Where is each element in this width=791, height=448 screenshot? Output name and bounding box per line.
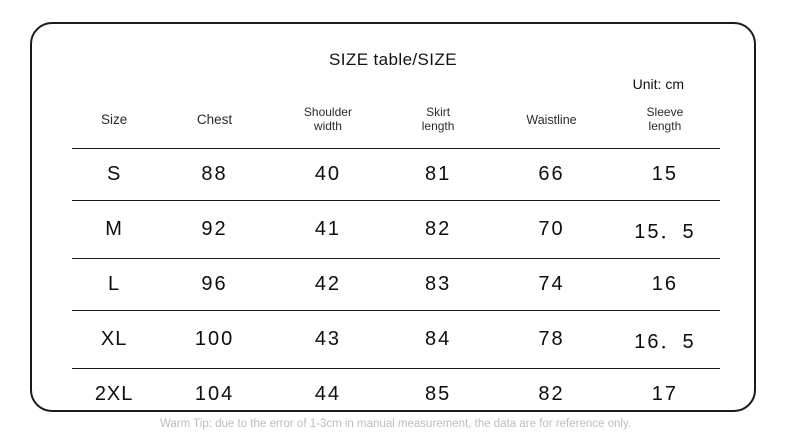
cell-chest: 100: [156, 310, 273, 368]
column-header-waistline: Waistline: [526, 112, 577, 127]
column-header-shoulder-line2: width: [313, 118, 342, 133]
table-row: [72, 368, 720, 420]
cell-shoulder: 43: [273, 310, 383, 368]
cell-waistline: 78: [493, 310, 610, 368]
cell-sleeve: 16．5: [610, 310, 720, 368]
table-row: [72, 258, 720, 310]
cell-waistline: 82: [493, 368, 610, 420]
cell-sleeve: 15．5: [610, 200, 720, 258]
cell-waistline: 66: [493, 148, 610, 200]
cell-sleeve: 16: [610, 258, 720, 310]
cell-chest: 104: [156, 368, 273, 420]
table-header-row: [72, 102, 720, 148]
unit-label: Unit: cm: [632, 76, 684, 92]
cell-shoulder: 44: [273, 368, 383, 420]
cell-skirt: 85: [383, 368, 493, 420]
column-header-shoulder-width: [273, 102, 383, 148]
cell-size: 2XL: [72, 368, 156, 420]
table-row: [72, 148, 720, 200]
column-header-sleeve-line2: length: [648, 118, 682, 133]
table-row: [72, 310, 720, 368]
column-header-skirt-length: [383, 102, 493, 148]
cell-shoulder: 41: [273, 200, 383, 258]
cell-size: M: [72, 200, 156, 258]
measurement-warning: Warm Tip: due to the error of 1-3cm in manual measurement, the data are for reference only.: [159, 418, 632, 430]
cell-waistline: 70: [493, 200, 610, 258]
size-chart-card: [30, 22, 756, 412]
cell-skirt: 84: [383, 310, 493, 368]
cell-shoulder: 40: [273, 148, 383, 200]
column-header-skirt-line2: length: [421, 118, 455, 133]
cell-size: XL: [72, 310, 156, 368]
cell-waistline: 74: [493, 258, 610, 310]
table-header: [72, 102, 720, 148]
page-title: SIZE table/SIZE: [329, 50, 457, 69]
cell-size: L: [72, 258, 156, 310]
cell-shoulder: 42: [273, 258, 383, 310]
table-body: [72, 148, 720, 420]
cell-size: S: [72, 148, 156, 200]
cell-chest: 92: [156, 200, 273, 258]
size-table: [72, 102, 720, 420]
cell-skirt: 82: [383, 200, 493, 258]
column-header-size: Size: [100, 112, 128, 128]
cell-chest: 96: [156, 258, 273, 310]
column-header-skirt-line1: Skirt: [426, 105, 451, 119]
cell-skirt: 83: [383, 258, 493, 310]
column-header-chest: Chest: [196, 112, 233, 128]
cell-skirt: 81: [383, 148, 493, 200]
table-row: [72, 200, 720, 258]
column-header-sleeve-line1: Sleeve: [646, 105, 684, 119]
cell-sleeve: 15: [610, 148, 720, 200]
size-table-wrapper: [72, 102, 720, 420]
column-header-shoulder-line1: Shoulder: [303, 105, 352, 119]
cell-sleeve: 17: [610, 368, 720, 420]
column-header-sleeve-length: [610, 102, 720, 148]
cell-chest: 88: [156, 148, 273, 200]
